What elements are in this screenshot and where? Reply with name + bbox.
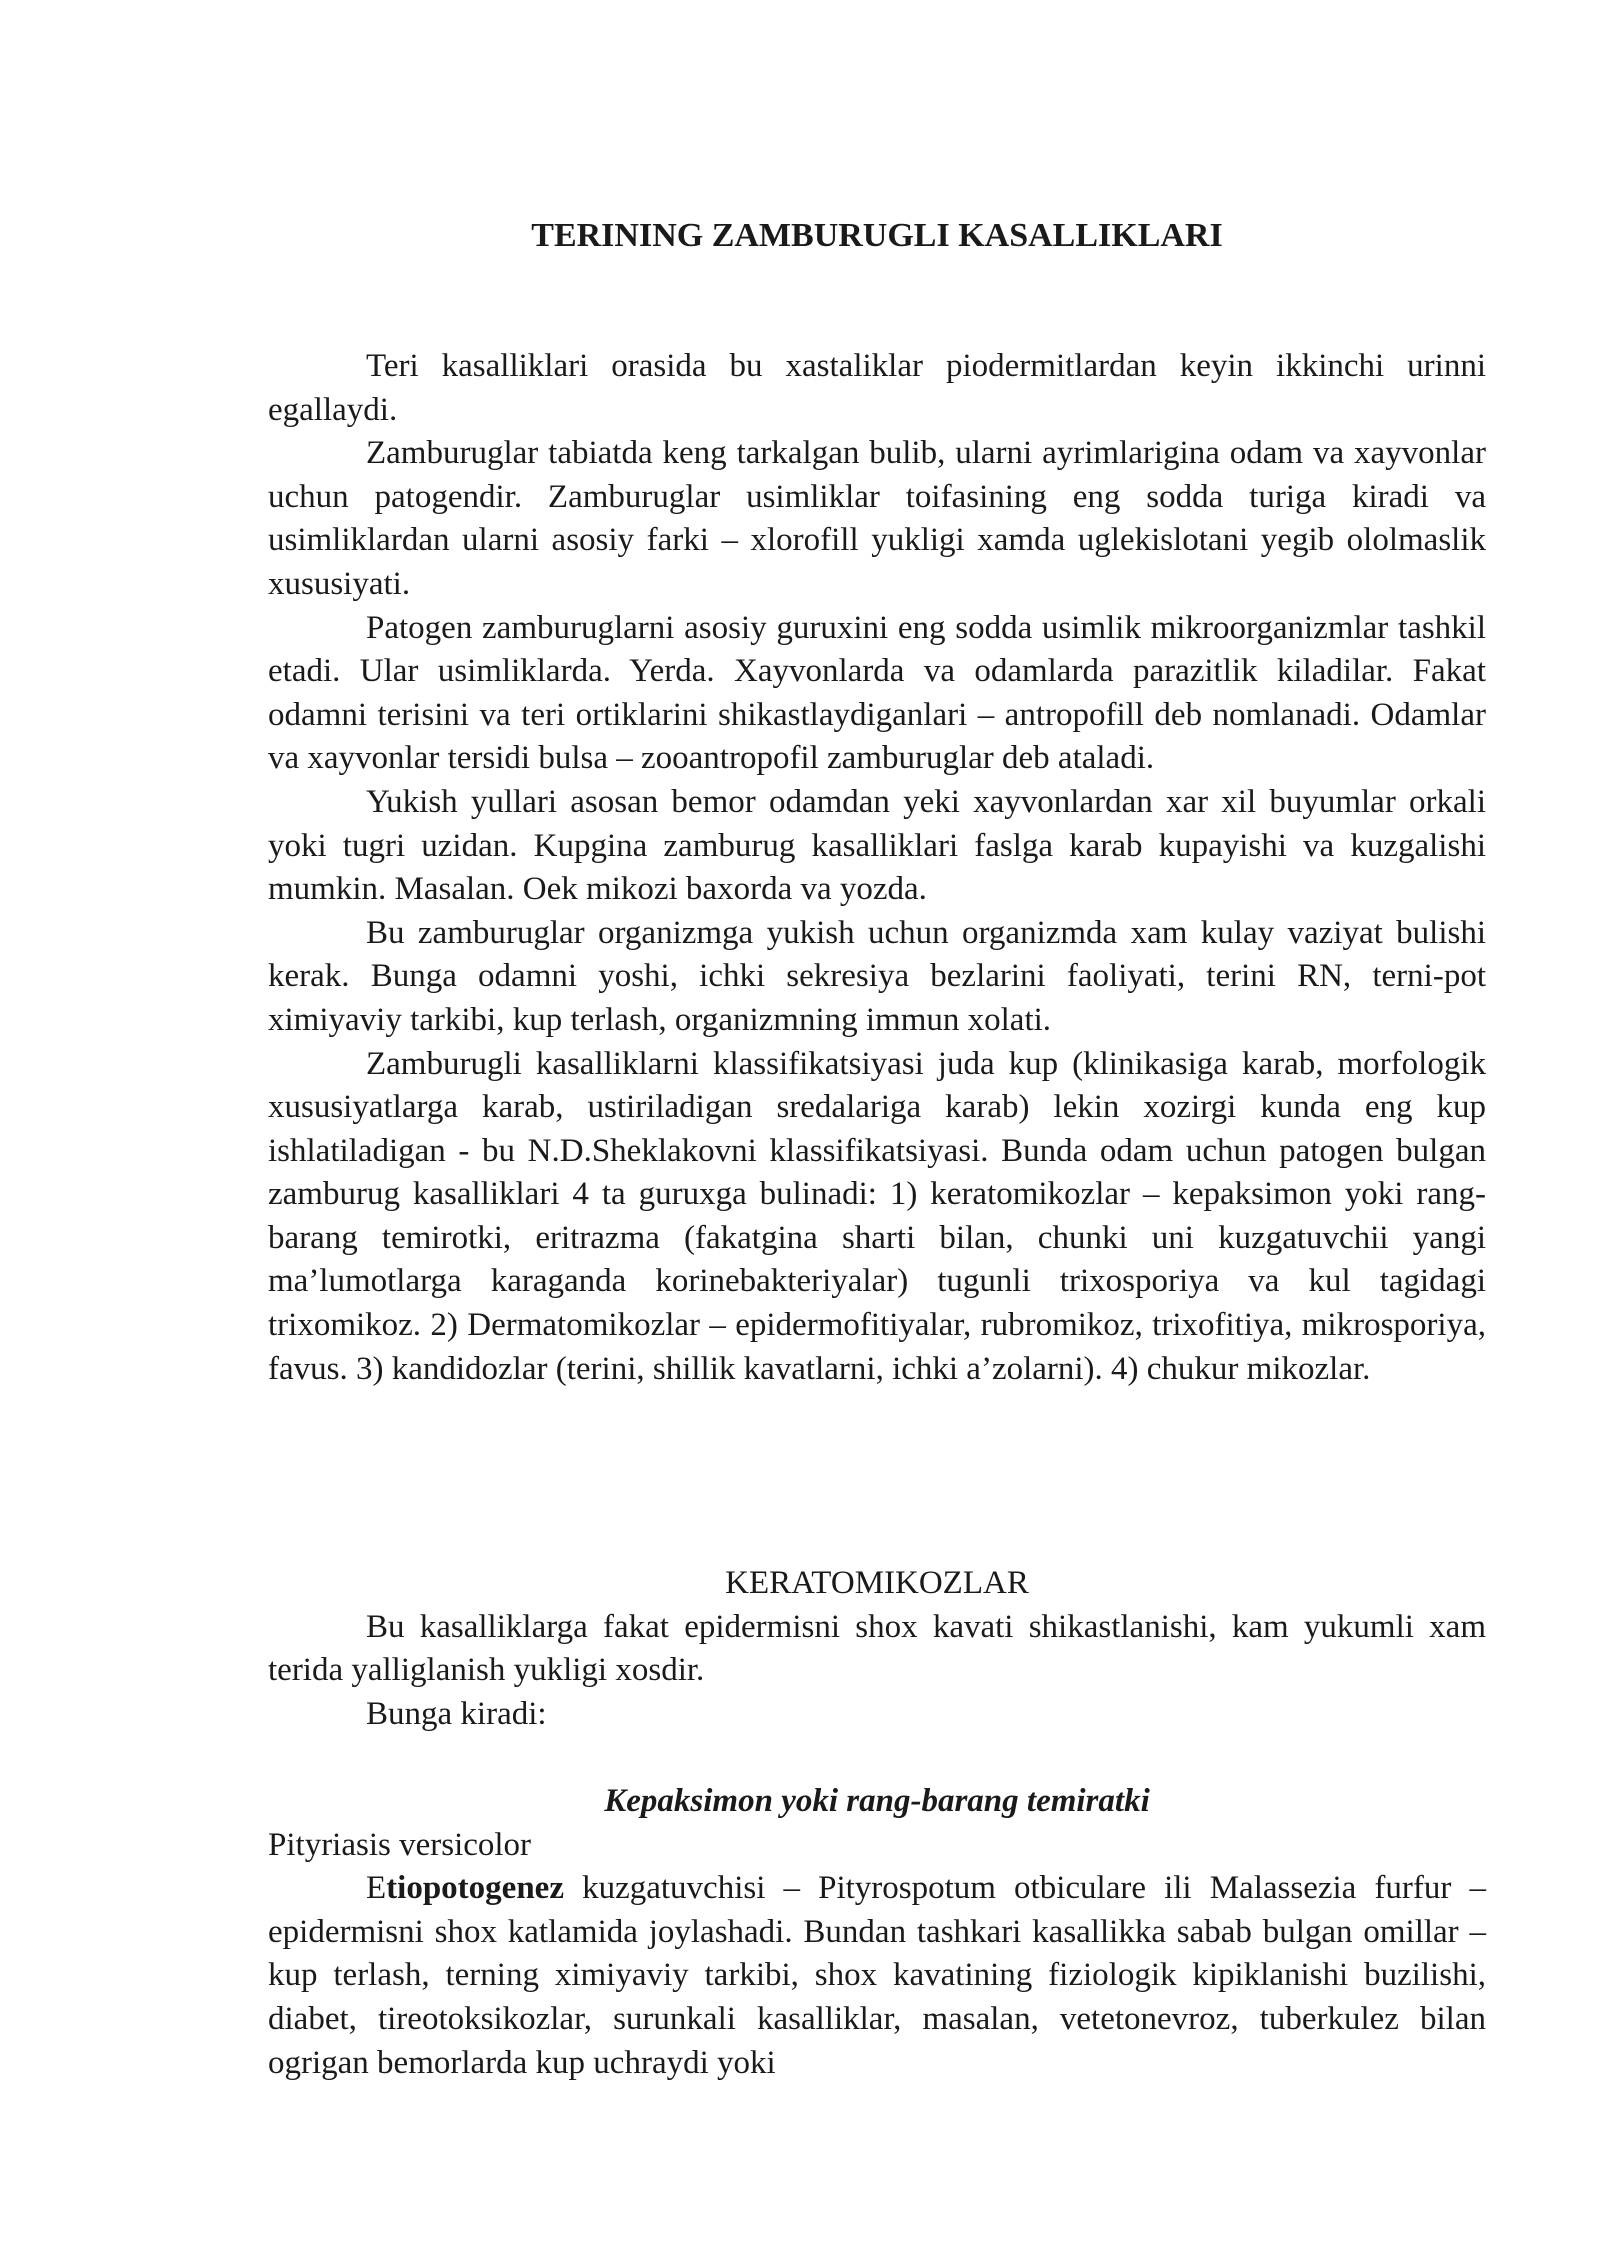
paragraph-6: Zamburugli kasalliklarni klassifikatsiyasi juda kup (klinikasiga karab, morfologik xususiyatlarga karab, ustiriladigan sredalariga karab) lekin xozirgi kunda eng kup ishlatiladigan - bu N.D.Sheklakovni klassifikatsiyasi. Bunda odam uchun patogen bulgan zamburug kasalliklari 4 ta guruxga bulinadi: 1) keratomikozlar – kepaksimon yoki rang-barang temirotki, eritrazma (fakatgina sharti bilan, chunki uni kuzgatuvchii yangi ma’lumotlarga karaganda korinebakteriyalar) tugunli trixosporiya va kul tagidagi trixomikoz. 2) Dermatomikozlar – epidermofitiyalar, rubromikoz, trixofitiya, mikrosporiya, favus. 3) kandidozlar (terini, shillik kavatlarni, ichki a’zolarni). 4) chukur mikozlar. <box>268 1045 1486 1387</box>
paragraph-5: Bu zamburuglar organizmga yukish uchun organizmda xam kulay vaziyat bulishi kerak. Bunga odamni yoshi, ichki sekresiya bezlarini faoliyati, terini RN, terni-pot ximiyaviy tarkibi, kup terlash, organizmning immun xolati. <box>268 914 1486 1038</box>
keratomycosis-section <box>268 1562 1486 2085</box>
etiology-text: kuzgatuvchisi – Pityrospotum otbiculare ili Malassezia furfur – epidermisni shox katlamida joylashadi. Bundan tashkari kasallikka sabab bulgan omillar – kup terlash, terning ximiyaviy tarkibi, shox kavatining fiziologik kipiklanishi buzilishi, diabet, tireotoksikozlar, surunkali kasalliklar, masalan, vetetonevroz, tuberkulez bilan ogrigan bemorlarda kup uchraydi yoki <box>268 1870 1486 2081</box>
spacer <box>268 1736 1486 1780</box>
etiology-paragraph <box>268 1867 1486 2085</box>
paragraph-1: Teri kasalliklari orasida bu xastaliklar piodermitlardan keyin ikkinchi urinni egallaydi. <box>268 348 1486 428</box>
paragraph-2: Zamburuglar tabiatda keng tarkalgan bulib, ularni ayrimlarigina odam va xayvonlar uchun patogendir. Zamburuglar usimliklar toifasining eng sodda turiga kiradi va usimliklardan ularni asosiy farki – xlorofill yukligi xamda uglekislotani yegib ololmaslik xususiyati. <box>268 435 1486 602</box>
subheading: Kepaksimon yoki rang-barang temiratki <box>604 1782 1150 1819</box>
page-title: TERINING ZAMBURUGLI KASALLIKLARI <box>531 217 1223 254</box>
etiology-lead-bold: tiopotogenez <box>386 1870 564 1907</box>
section-paragraph-1: Bu kasalliklarga fakat epidermisni shox kavati shikastlanishi, kam yukumli xam terida yalliglanish yukligi xosdir. <box>268 1608 1486 1689</box>
paragraph-4: Yukish yullari asosan bemor odamdan yeki xayvonlardan xar xil buyumlar orkali yoki tugri uzidan. Kupgina zamburug kasalliklari faslga karab kupayishi va kuzgalishi mumkin. Masalan. Oek mikozi baxorda va yozda. <box>268 783 1486 908</box>
intro-section <box>268 345 1486 1391</box>
section-paragraph-2: Bunga kiradi: <box>366 1695 547 1732</box>
etiology-lead-plain: E <box>366 1870 387 1907</box>
latin-name: Pityriasis versicolor <box>268 1826 532 1863</box>
paragraph-3: Patogen zamburuglarni asosiy guruxini eng sodda usimlik mikroorganizmlar tashkil etadi. Ular usimliklarda. Yerda. Xayvonlarda va odamlarda parazitlik kiladilar. Fakat odamni terisini va teri ortiklarini shikastlaydiganlari – antropofill deb nomlanadi. Odamlar va xayvonlar tersidi bulsa – zooantropofil zamburuglar deb ataladi. <box>268 609 1486 777</box>
section-heading: KERATOMIKOZLAR <box>725 1565 1029 1601</box>
